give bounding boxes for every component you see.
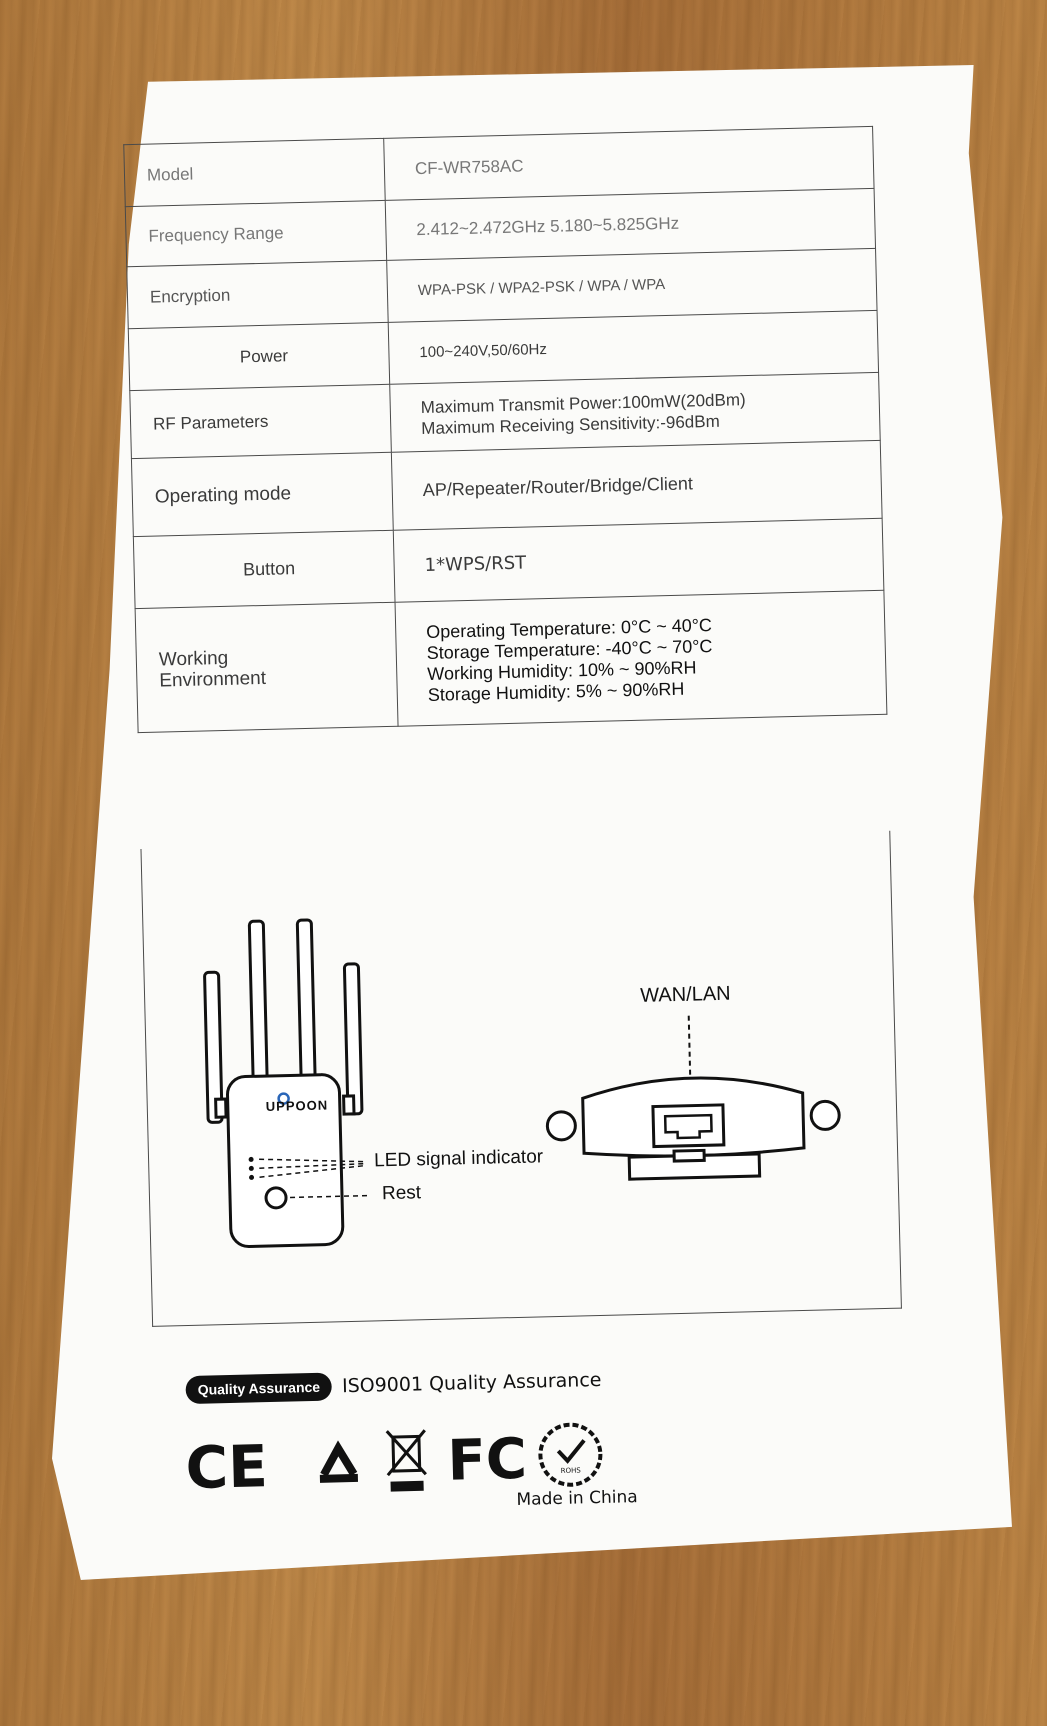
env-label-line-2: Environment [159, 667, 267, 692]
device-figure [140, 831, 901, 1327]
device-bottom-illustration [541, 1006, 876, 1214]
env-line-storage-humidity: Storage Humidity: 5% ~ 90%RH [427, 678, 685, 705]
wan-lan-label: WAN/LAN [639, 982, 731, 1007]
env-line-storage-temp: Storage Temperature: -40°C ~ 70°C [426, 635, 713, 663]
spec-label: Power [128, 322, 389, 390]
rohs-seal-icon [540, 1424, 601, 1485]
led-indicator-label: LED signal indicator [373, 1146, 544, 1172]
spec-value: AP/Repeater/Router/Bridge/Client [391, 440, 882, 530]
reset-button-icon [266, 1188, 286, 1208]
spec-value [395, 590, 887, 726]
spec-label: Encryption [127, 260, 388, 328]
spec-label: Model [124, 138, 385, 206]
device-front-illustration [183, 913, 391, 1258]
spec-label: Operating mode [131, 452, 393, 536]
env-line-operating-temp: Operating Temperature: 0°C ~ 40°C [426, 614, 713, 642]
rohs-text: ROHS [560, 1466, 581, 1475]
ce-mark: CE [184, 1432, 269, 1503]
spec-value: WPA-PSK / WPA2-PSK / WPA / WPA [387, 248, 877, 322]
manual-sheet [82, 90, 937, 1560]
spec-label: Button [133, 530, 395, 608]
env-line-working-humidity: Working Humidity: 10% ~ 90%RH [427, 656, 697, 684]
spec-value: 100~240V,50/60Hz [388, 310, 878, 384]
reset-label: Rest [381, 1182, 422, 1205]
rf-line-transmit: Maximum Transmit Power:100mW(20dBm) [420, 389, 746, 417]
spec-value [390, 372, 881, 452]
spec-value: 2.412~2.472GHz 5.180~5.825GHz [385, 188, 875, 260]
spec-label: Frequency Range [125, 200, 386, 266]
spec-label: RF Parameters [130, 384, 392, 458]
quality-assurance-badge: Quality Assurance [185, 1373, 332, 1405]
env-label-line-1: Working [158, 647, 229, 671]
fcc-mark: FC [446, 1426, 528, 1494]
iso-text: ISO9001 Quality Assurance [341, 1368, 602, 1398]
weee-bin-icon [387, 1430, 426, 1490]
brand-label: UPPOON [265, 1097, 329, 1115]
spec-value: CF-WR758AC [384, 126, 874, 200]
rf-line-receive: Maximum Receiving Sensitivity:-96dBm [421, 411, 720, 438]
spec-value: 1*WPS/RST [393, 518, 884, 602]
spec-row-environment [135, 590, 887, 732]
spec-table [123, 126, 887, 733]
quality-assurance [185, 1366, 601, 1404]
recycle-icon [319, 1448, 358, 1479]
spec-label [135, 602, 398, 732]
made-in-china: Made in China [516, 1487, 638, 1511]
